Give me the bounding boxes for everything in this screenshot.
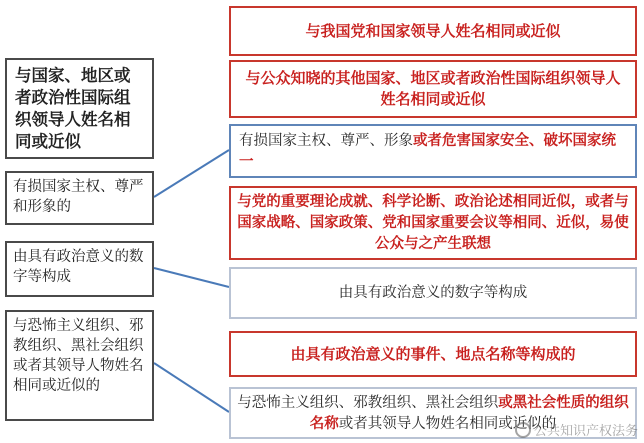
right-item-4 xyxy=(229,186,637,260)
right-item-5-text: 由具有政治意义的数字等构成 xyxy=(338,285,528,301)
right-item-4-text: 与党的重要理论成就、科学论断、政治论述相同近似，或者与国家战略、国家政策、党和国家重要会议等相同、近似，易使公众与之产生联想 xyxy=(237,194,629,252)
connector-line-4 xyxy=(154,363,229,412)
connector-line-3 xyxy=(154,268,229,287)
watermark xyxy=(515,420,638,439)
connector-line-2 xyxy=(154,150,229,197)
right-item-3-text-plain: 有损国家主权、尊严、形象 xyxy=(239,133,413,149)
left-category-4 xyxy=(5,310,154,421)
right-item-5 xyxy=(229,267,637,319)
right-item-2-text: 与公众知晓的其他国家、地区或者政治性国际组织领导人姓名相同或近似 xyxy=(245,69,621,108)
wechat-icon xyxy=(515,422,531,438)
right-item-7-text-plain-2: 或者其领导人物姓名相同或近似的 xyxy=(338,416,557,432)
right-item-7-text-plain-1: 与恐怖主义组织、邪教组织、黑社会组织 xyxy=(237,395,499,411)
left-category-2 xyxy=(5,171,154,225)
left-category-1 xyxy=(5,58,154,159)
right-item-1 xyxy=(229,6,637,56)
right-item-1-text: 与我国党和国家领导人姓名相同或近似 xyxy=(305,22,561,40)
left-category-2-text: 有损国家主权、尊严和形象的 xyxy=(13,179,144,215)
watermark-text: 公共知识产权法务 xyxy=(533,424,638,439)
right-item-3-text-highlight: 或者危害国家安全、破坏国家统一 xyxy=(239,133,616,170)
right-item-6 xyxy=(229,331,637,377)
right-item-7-text-highlight: 或黑社会性质的组织名称 xyxy=(309,395,629,432)
left-category-3-text: 由具有政治意义的数字等构成 xyxy=(13,249,144,285)
left-category-1-text: 与国家、地区或者政治性国际组织领导人姓名相同或近似 xyxy=(15,66,131,151)
right-item-6-text: 由具有政治意义的事件、地点名称等构成的 xyxy=(290,345,576,363)
left-category-4-text: 与恐怖主义组织、邪教组织、黑社会组织或者其领导人物姓名相同或近似的 xyxy=(13,318,144,394)
right-item-3 xyxy=(229,124,637,178)
right-item-2 xyxy=(229,60,637,118)
left-category-3 xyxy=(5,241,154,297)
